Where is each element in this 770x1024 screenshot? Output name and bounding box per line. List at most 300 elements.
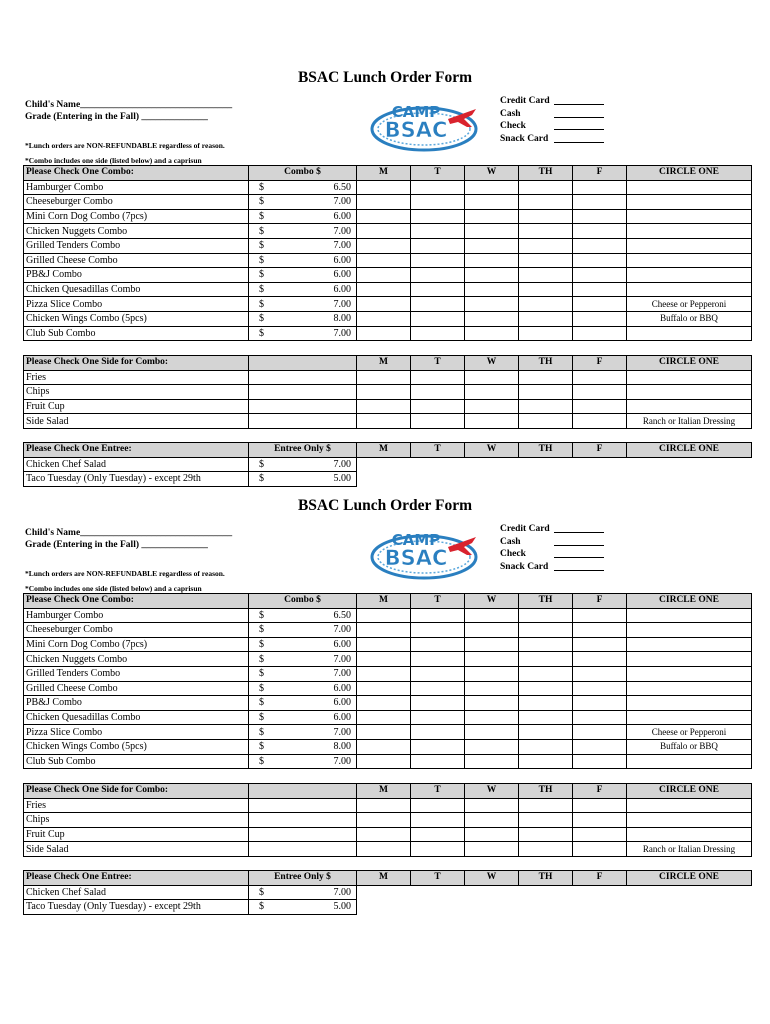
day-checkbox-th[interactable] (519, 209, 573, 224)
combo-note: *Combo includes one side (listed below) and a caprisun (25, 584, 202, 593)
payment-option-credit-card[interactable] (500, 95, 604, 108)
combo-item-option[interactable] (627, 180, 752, 195)
currency-sign: $ (259, 697, 264, 709)
day-checkbox-m[interactable] (357, 608, 411, 623)
price-value: 7.00 (333, 225, 351, 237)
day-checkbox-m[interactable] (357, 414, 411, 429)
price-value: 7.00 (333, 755, 351, 767)
day-checkbox-m[interactable] (357, 268, 411, 283)
day-checkbox-m[interactable] (357, 282, 411, 297)
combo-price-header: Combo $ (249, 166, 357, 181)
day-checkbox-w[interactable] (465, 268, 519, 283)
day-checkbox-m[interactable] (357, 813, 411, 828)
day-checkbox-t[interactable] (411, 637, 465, 652)
payment-blank[interactable] (554, 95, 604, 105)
payment-blank[interactable] (554, 523, 604, 533)
currency-sign: $ (259, 284, 264, 296)
day-checkbox-f[interactable] (573, 238, 627, 253)
entree-item-name: Taco Tuesday (Only Tuesday) - except 29th (24, 900, 249, 915)
payment-blank[interactable] (554, 561, 604, 571)
day-checkbox-t[interactable] (411, 696, 465, 711)
day-checkbox-f[interactable] (573, 311, 627, 326)
logo-text-line1: CAMP (391, 531, 441, 549)
day-checkbox-t[interactable] (411, 798, 465, 813)
day-checkbox-f[interactable] (573, 370, 627, 385)
day-checkbox-m[interactable] (357, 754, 411, 769)
side-item-option[interactable] (627, 385, 752, 400)
day-checkbox-th[interactable] (519, 326, 573, 341)
day-checkbox-t[interactable] (411, 282, 465, 297)
day-checkbox-f[interactable] (573, 827, 627, 842)
payment-option-snack-card[interactable] (500, 561, 604, 574)
day-checkbox-w[interactable] (465, 224, 519, 239)
combo-item-option[interactable] (627, 238, 752, 253)
combo-item-option[interactable]: Buffalo or BBQ (627, 739, 752, 754)
day-checkbox-t[interactable] (411, 399, 465, 414)
currency-sign: $ (259, 653, 264, 665)
day-header-w: W (465, 166, 519, 181)
currency-sign: $ (259, 639, 264, 651)
day-header-t: T (411, 166, 465, 181)
combo-item-option[interactable] (627, 637, 752, 652)
price-value: 6.00 (333, 639, 351, 651)
day-checkbox-w[interactable] (465, 209, 519, 224)
side-row (24, 399, 752, 414)
payment-blank[interactable] (554, 120, 604, 130)
day-checkbox-f[interactable] (573, 813, 627, 828)
price-value: 6.00 (333, 254, 351, 266)
day-checkbox-f[interactable] (573, 399, 627, 414)
combo-item-name: Chicken Quesadillas Combo (24, 710, 249, 725)
day-checkbox-m[interactable] (357, 725, 411, 740)
day-checkbox-t[interactable] (411, 652, 465, 667)
day-checkbox-m[interactable] (357, 798, 411, 813)
day-checkbox-w[interactable] (465, 414, 519, 429)
day-checkbox-w[interactable] (465, 754, 519, 769)
side-table (23, 783, 752, 857)
day-checkbox-t[interactable] (411, 385, 465, 400)
payment-label: Credit Card (500, 524, 550, 534)
combo-item-option[interactable] (627, 696, 752, 711)
day-checkbox-m[interactable] (357, 696, 411, 711)
payment-option-check[interactable] (500, 120, 604, 133)
lunch-order-form-2 (0, 497, 770, 925)
day-checkbox-t[interactable] (411, 238, 465, 253)
day-header-m: M (357, 356, 411, 371)
day-checkbox-m[interactable] (357, 399, 411, 414)
entree-row (24, 472, 752, 487)
day-checkbox-th[interactable] (519, 652, 573, 667)
day-checkbox-f[interactable] (573, 268, 627, 283)
day-checkbox-w[interactable] (465, 681, 519, 696)
combo-table (23, 593, 752, 769)
combo-item-name: PB&J Combo (24, 268, 249, 283)
side-item-name: Chips (24, 385, 249, 400)
combo-row (24, 268, 752, 283)
currency-sign: $ (259, 269, 264, 281)
day-checkbox-th[interactable] (519, 224, 573, 239)
day-checkbox-th[interactable] (519, 268, 573, 283)
day-checkbox-t[interactable] (411, 297, 465, 312)
day-checkbox-w[interactable] (465, 326, 519, 341)
side-row (24, 813, 752, 828)
side-row (24, 414, 752, 429)
day-checkbox-w[interactable] (465, 297, 519, 312)
day-checkbox-t[interactable] (411, 725, 465, 740)
combo-item-name: Mini Corn Dog Combo (7pcs) (24, 637, 249, 652)
combo-row (24, 710, 752, 725)
day-checkbox-m[interactable] (357, 637, 411, 652)
day-checkbox-th[interactable] (519, 696, 573, 711)
side-item-name: Fries (24, 370, 249, 385)
combo-item-option[interactable] (627, 195, 752, 210)
day-checkbox-w[interactable] (465, 282, 519, 297)
price-value: 6.00 (333, 284, 351, 296)
grade-field[interactable]: Grade (Entering in the Fall) ______________ (25, 540, 208, 550)
day-checkbox-th[interactable] (519, 710, 573, 725)
day-checkbox-f[interactable] (573, 637, 627, 652)
combo-row (24, 253, 752, 268)
day-checkbox-w[interactable] (465, 666, 519, 681)
payment-label: Credit Card (500, 96, 550, 106)
day-checkbox-t[interactable] (411, 813, 465, 828)
side-section-header: Please Check One Side for Combo: (24, 784, 249, 799)
side-item-option[interactable]: Ranch or Italian Dressing (627, 842, 752, 857)
day-checkbox-th[interactable] (519, 842, 573, 857)
day-header-th: TH (519, 356, 573, 371)
day-checkbox-f[interactable] (573, 253, 627, 268)
day-checkbox-f[interactable] (573, 798, 627, 813)
day-header-th: TH (519, 784, 573, 799)
day-checkbox-m[interactable] (357, 385, 411, 400)
day-checkbox-f[interactable] (573, 623, 627, 638)
day-checkbox-th[interactable] (519, 666, 573, 681)
combo-item-option[interactable] (627, 710, 752, 725)
combo-item-name: PB&J Combo (24, 696, 249, 711)
price-value: 8.00 (333, 313, 351, 325)
combo-row (24, 637, 752, 652)
day-checkbox-f[interactable] (573, 282, 627, 297)
entree-price-header: Entree Only $ (249, 443, 357, 458)
day-checkbox-f[interactable] (573, 739, 627, 754)
day-checkbox-w[interactable] (465, 798, 519, 813)
lunch-order-form-1 (0, 69, 770, 497)
day-checkbox-th[interactable] (519, 637, 573, 652)
currency-sign: $ (259, 624, 264, 636)
day-checkbox-m[interactable] (357, 739, 411, 754)
day-checkbox-f[interactable] (573, 725, 627, 740)
day-checkbox-w[interactable] (465, 608, 519, 623)
day-checkbox-th[interactable] (519, 414, 573, 429)
combo-row (24, 739, 752, 754)
combo-item-name: Pizza Slice Combo (24, 725, 249, 740)
side-item-option[interactable] (627, 370, 752, 385)
currency-sign: $ (259, 901, 264, 913)
day-checkbox-t[interactable] (411, 827, 465, 842)
combo-item-option[interactable] (627, 754, 752, 769)
form-title: BSAC Lunch Order Form (297, 69, 473, 86)
side-row (24, 370, 752, 385)
combo-row (24, 725, 752, 740)
child-name-field[interactable]: Child's Name________________________________ (25, 528, 233, 538)
day-checkbox-w[interactable] (465, 813, 519, 828)
day-checkbox-w[interactable] (465, 637, 519, 652)
day-checkbox-t[interactable] (411, 370, 465, 385)
payment-option-cash[interactable] (500, 536, 604, 549)
payment-blank[interactable] (554, 133, 604, 143)
day-checkbox-w[interactable] (465, 238, 519, 253)
day-checkbox-th[interactable] (519, 385, 573, 400)
day-checkbox-f[interactable] (573, 385, 627, 400)
day-checkbox-m[interactable] (357, 710, 411, 725)
day-checkbox-t[interactable] (411, 739, 465, 754)
price-value: 6.00 (333, 697, 351, 709)
day-header-th: TH (519, 871, 573, 886)
day-checkbox-th[interactable] (519, 798, 573, 813)
day-header-th: TH (519, 166, 573, 181)
day-header-m: M (357, 871, 411, 886)
day-checkbox-w[interactable] (465, 696, 519, 711)
combo-item-option[interactable] (627, 326, 752, 341)
day-checkbox-w[interactable] (465, 195, 519, 210)
side-item-name: Side Salad (24, 842, 249, 857)
day-header-f: F (573, 166, 627, 181)
combo-item-option[interactable] (627, 268, 752, 283)
day-checkbox-t[interactable] (411, 623, 465, 638)
day-checkbox-th[interactable] (519, 608, 573, 623)
camp-bsac-logo (368, 525, 480, 581)
day-checkbox-f[interactable] (573, 326, 627, 341)
day-checkbox-th[interactable] (519, 238, 573, 253)
day-checkbox-m[interactable] (357, 253, 411, 268)
combo-item-name: Grilled Tenders Combo (24, 666, 249, 681)
entree-section-header: Please Check One Entree: (24, 443, 249, 458)
side-row (24, 385, 752, 400)
combo-price-header: Combo $ (249, 594, 357, 609)
day-checkbox-th[interactable] (519, 282, 573, 297)
day-checkbox-m[interactable] (357, 326, 411, 341)
day-checkbox-m[interactable] (357, 370, 411, 385)
combo-item-name: Grilled Cheese Combo (24, 253, 249, 268)
day-checkbox-f[interactable] (573, 209, 627, 224)
currency-sign: $ (259, 327, 264, 339)
day-checkbox-f[interactable] (573, 297, 627, 312)
day-checkbox-t[interactable] (411, 608, 465, 623)
combo-item-option[interactable]: Cheese or Pepperoni (627, 297, 752, 312)
day-header-w: W (465, 443, 519, 458)
entree-row (24, 457, 752, 472)
day-checkbox-f[interactable] (573, 681, 627, 696)
day-checkbox-t[interactable] (411, 326, 465, 341)
day-header-f: F (573, 443, 627, 458)
logo-text-line2: BSAC (384, 546, 448, 570)
combo-row (24, 180, 752, 195)
currency-sign: $ (259, 181, 264, 193)
day-checkbox-f[interactable] (573, 180, 627, 195)
day-checkbox-th[interactable] (519, 180, 573, 195)
payment-option-credit-card[interactable] (500, 523, 604, 536)
day-checkbox-t[interactable] (411, 180, 465, 195)
day-checkbox-t[interactable] (411, 195, 465, 210)
day-checkbox-m[interactable] (357, 311, 411, 326)
day-checkbox-t[interactable] (411, 268, 465, 283)
day-checkbox-th[interactable] (519, 253, 573, 268)
price-value: 7.00 (333, 668, 351, 680)
day-checkbox-m[interactable] (357, 209, 411, 224)
day-checkbox-w[interactable] (465, 399, 519, 414)
day-header-t: T (411, 871, 465, 886)
side-item-name: Side Salad (24, 414, 249, 429)
day-checkbox-f[interactable] (573, 608, 627, 623)
day-checkbox-m[interactable] (357, 666, 411, 681)
day-checkbox-m[interactable] (357, 180, 411, 195)
day-checkbox-th[interactable] (519, 195, 573, 210)
side-row (24, 798, 752, 813)
day-checkbox-w[interactable] (465, 253, 519, 268)
day-checkbox-th[interactable] (519, 623, 573, 638)
day-checkbox-m[interactable] (357, 681, 411, 696)
day-checkbox-f[interactable] (573, 666, 627, 681)
combo-item-name: Chicken Nuggets Combo (24, 652, 249, 667)
day-header-t: T (411, 594, 465, 609)
payment-option-check[interactable] (500, 548, 604, 561)
side-item-option[interactable] (627, 399, 752, 414)
day-checkbox-m[interactable] (357, 623, 411, 638)
day-checkbox-th[interactable] (519, 827, 573, 842)
day-checkbox-w[interactable] (465, 827, 519, 842)
combo-row (24, 326, 752, 341)
nonrefundable-note: *Lunch orders are NON-REFUNDABLE regardless of reason. (25, 569, 225, 578)
day-checkbox-w[interactable] (465, 710, 519, 725)
day-checkbox-t[interactable] (411, 414, 465, 429)
combo-item-option[interactable] (627, 666, 752, 681)
day-checkbox-t[interactable] (411, 209, 465, 224)
side-item-name: Chips (24, 813, 249, 828)
price-value: 5.00 (333, 473, 351, 485)
day-checkbox-f[interactable] (573, 195, 627, 210)
price-value: 7.00 (333, 196, 351, 208)
combo-item-name: Club Sub Combo (24, 754, 249, 769)
payment-option-cash[interactable] (500, 108, 604, 121)
price-value: 6.00 (333, 211, 351, 223)
combo-item-option[interactable] (627, 253, 752, 268)
day-checkbox-m[interactable] (357, 827, 411, 842)
day-checkbox-f[interactable] (573, 652, 627, 667)
side-item-option[interactable] (627, 798, 752, 813)
combo-item-option[interactable] (627, 282, 752, 297)
side-item-option[interactable] (627, 813, 752, 828)
day-checkbox-m[interactable] (357, 297, 411, 312)
day-checkbox-m[interactable] (357, 238, 411, 253)
camp-bsac-logo (368, 97, 480, 153)
day-checkbox-w[interactable] (465, 739, 519, 754)
combo-item-option[interactable] (627, 209, 752, 224)
day-checkbox-m[interactable] (357, 842, 411, 857)
day-checkbox-w[interactable] (465, 311, 519, 326)
side-item-option[interactable] (627, 827, 752, 842)
side-item-option[interactable]: Ranch or Italian Dressing (627, 414, 752, 429)
circle-one-header: CIRCLE ONE (627, 166, 752, 181)
day-checkbox-th[interactable] (519, 297, 573, 312)
combo-item-option[interactable] (627, 608, 752, 623)
payment-option-snack-card[interactable] (500, 133, 604, 146)
day-checkbox-t[interactable] (411, 710, 465, 725)
side-item-name: Fruit Cup (24, 399, 249, 414)
day-checkbox-m[interactable] (357, 195, 411, 210)
day-checkbox-th[interactable] (519, 370, 573, 385)
combo-item-option[interactable] (627, 623, 752, 638)
day-checkbox-w[interactable] (465, 385, 519, 400)
day-checkbox-f[interactable] (573, 414, 627, 429)
payment-blank[interactable] (554, 548, 604, 558)
day-checkbox-th[interactable] (519, 725, 573, 740)
day-checkbox-f[interactable] (573, 224, 627, 239)
day-checkbox-th[interactable] (519, 754, 573, 769)
day-checkbox-w[interactable] (465, 652, 519, 667)
day-checkbox-w[interactable] (465, 180, 519, 195)
day-checkbox-m[interactable] (357, 224, 411, 239)
day-checkbox-w[interactable] (465, 370, 519, 385)
side-header-row (24, 784, 752, 799)
day-checkbox-f[interactable] (573, 710, 627, 725)
day-checkbox-w[interactable] (465, 725, 519, 740)
entree-header-row (24, 443, 752, 458)
day-checkbox-t[interactable] (411, 681, 465, 696)
day-checkbox-th[interactable] (519, 739, 573, 754)
day-checkbox-f[interactable] (573, 754, 627, 769)
day-checkbox-w[interactable] (465, 842, 519, 857)
nonrefundable-note: *Lunch orders are NON-REFUNDABLE regardless of reason. (25, 141, 225, 150)
combo-item-option[interactable] (627, 652, 752, 667)
combo-item-option[interactable]: Buffalo or BBQ (627, 311, 752, 326)
combo-item-name: Chicken Nuggets Combo (24, 224, 249, 239)
circle-one-header: CIRCLE ONE (627, 871, 752, 886)
currency-sign: $ (259, 254, 264, 266)
combo-row (24, 195, 752, 210)
day-checkbox-th[interactable] (519, 311, 573, 326)
entree-item-name: Taco Tuesday (Only Tuesday) - except 29th (24, 472, 249, 487)
combo-item-option[interactable]: Cheese or Pepperoni (627, 725, 752, 740)
day-header-m: M (357, 166, 411, 181)
day-checkbox-t[interactable] (411, 253, 465, 268)
day-header-m: M (357, 443, 411, 458)
day-checkbox-th[interactable] (519, 681, 573, 696)
day-checkbox-th[interactable] (519, 399, 573, 414)
currency-sign: $ (259, 211, 264, 223)
day-checkbox-m[interactable] (357, 652, 411, 667)
currency-sign: $ (259, 313, 264, 325)
day-checkbox-f[interactable] (573, 842, 627, 857)
grade-field[interactable]: Grade (Entering in the Fall) ______________ (25, 112, 208, 122)
day-checkbox-t[interactable] (411, 754, 465, 769)
payment-blank[interactable] (554, 536, 604, 546)
day-checkbox-t[interactable] (411, 842, 465, 857)
combo-item-name: Club Sub Combo (24, 326, 249, 341)
combo-item-option[interactable] (627, 224, 752, 239)
day-checkbox-t[interactable] (411, 224, 465, 239)
day-checkbox-th[interactable] (519, 813, 573, 828)
payment-blank[interactable] (554, 108, 604, 118)
entree-row (24, 885, 752, 900)
day-checkbox-t[interactable] (411, 666, 465, 681)
combo-item-option[interactable] (627, 681, 752, 696)
day-checkbox-t[interactable] (411, 311, 465, 326)
day-checkbox-w[interactable] (465, 623, 519, 638)
day-checkbox-f[interactable] (573, 696, 627, 711)
currency-sign: $ (259, 458, 264, 470)
combo-item-name: Pizza Slice Combo (24, 297, 249, 312)
child-name-field[interactable]: Child's Name________________________________ (25, 100, 233, 110)
